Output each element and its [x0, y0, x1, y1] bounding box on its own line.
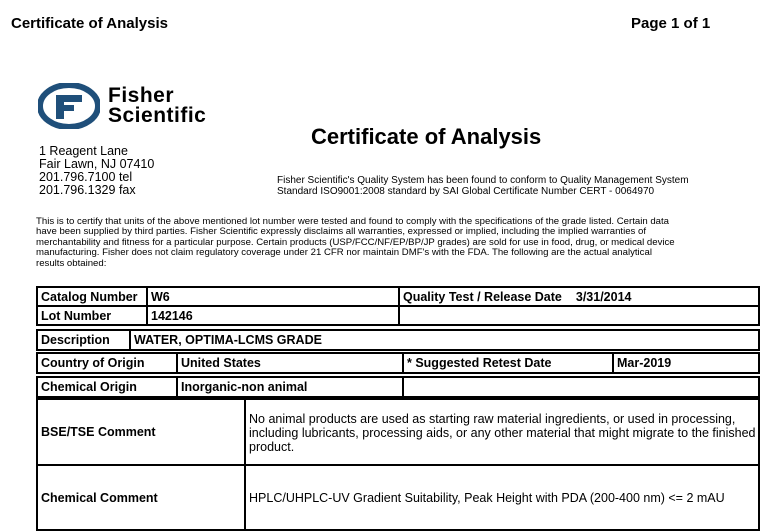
qms-statement — [277, 176, 689, 197]
page-number: Page 1 of 1 — [631, 15, 711, 32]
address-line: 1 Reagent Lane — [39, 144, 128, 158]
phone-fax: 201.796.1329 fax — [39, 183, 136, 197]
description-value: WATER, OPTIMA-LCMS GRADE — [129, 329, 760, 351]
certification-text — [36, 217, 752, 269]
brand-name — [108, 86, 206, 126]
document-title: Certificate of Analysis — [311, 124, 542, 149]
company-address — [39, 145, 154, 197]
chemical-comment-value: HPLC/UHPLC-UV Gradient Suitability, Peak Height with PDA (200-400 nm) <= 2 mAU — [244, 464, 760, 531]
quality-test-date — [398, 286, 760, 307]
bse-comment-label: BSE/TSE Comment — [36, 398, 246, 466]
address-line: Fair Lawn, NJ 07410 — [39, 157, 155, 171]
country-origin-value: United States — [176, 352, 404, 374]
retest-date-label: * Suggested Retest Date — [402, 352, 614, 374]
lot-number-value: 142146 — [146, 305, 400, 326]
fisher-logo-icon — [38, 83, 100, 129]
country-origin-label: Country of Origin — [36, 352, 178, 374]
description-label: Description — [36, 329, 131, 351]
empty-cell — [398, 305, 760, 326]
quality-test-value: 3/31/2014 — [575, 289, 632, 304]
brand-line-1: Fisher — [108, 84, 175, 107]
certify-line: This is to certify that units of the above mentioned lot number were tested and found to comply with the specifications of the grade listed. Certain data — [36, 216, 670, 227]
chemical-origin-label: Chemical Origin — [36, 376, 178, 398]
bse-comment-value: No animal products are used as starting raw material ingredients, or used in processing, including lubricants, processing aids, or any other material that might migrate to the finished product. — [244, 398, 760, 466]
certify-line: manufacturing. Fisher does not claim regulatory coverage under 21 CFR nor maintain DMF's with the FDA. The following are the actual analytical — [36, 247, 652, 259]
header-title: Certificate of Analysis — [11, 15, 168, 32]
catalog-number-label: Catalog Number — [36, 286, 148, 307]
certify-line: merchantability and fitness for a particular purpose. Certain products (USP/FCC/NF/EP/BP/JP grades) are sold for use in food, drug, or medical device — [36, 236, 675, 248]
brand-line-2: Scientific — [108, 104, 207, 127]
catalog-number-value: W6 — [146, 286, 400, 307]
certify-line: have been supplied by third parties. Fisher Scientific expressly disclaims all warranties, expressed or implied, including the implied warranties of — [36, 226, 647, 238]
phone-tel: 201.796.7100 tel — [39, 170, 133, 184]
qms-line: Fisher Scientific's Quality System has been found to conform to Quality Management System — [277, 175, 689, 186]
qms-line: Standard ISO9001:2008 standard by SAI Global Certificate Number CERT - 0064970 — [277, 185, 655, 197]
certify-line: results obtained: — [36, 257, 107, 269]
lot-number-label: Lot Number — [36, 305, 148, 326]
empty-cell — [402, 376, 760, 398]
quality-test-label: Quality Test / Release Date — [403, 289, 562, 304]
retest-date-value: Mar-2019 — [612, 352, 760, 374]
chemical-origin-value: Inorganic-non animal — [176, 376, 404, 398]
chemical-comment-label: Chemical Comment — [36, 464, 246, 531]
